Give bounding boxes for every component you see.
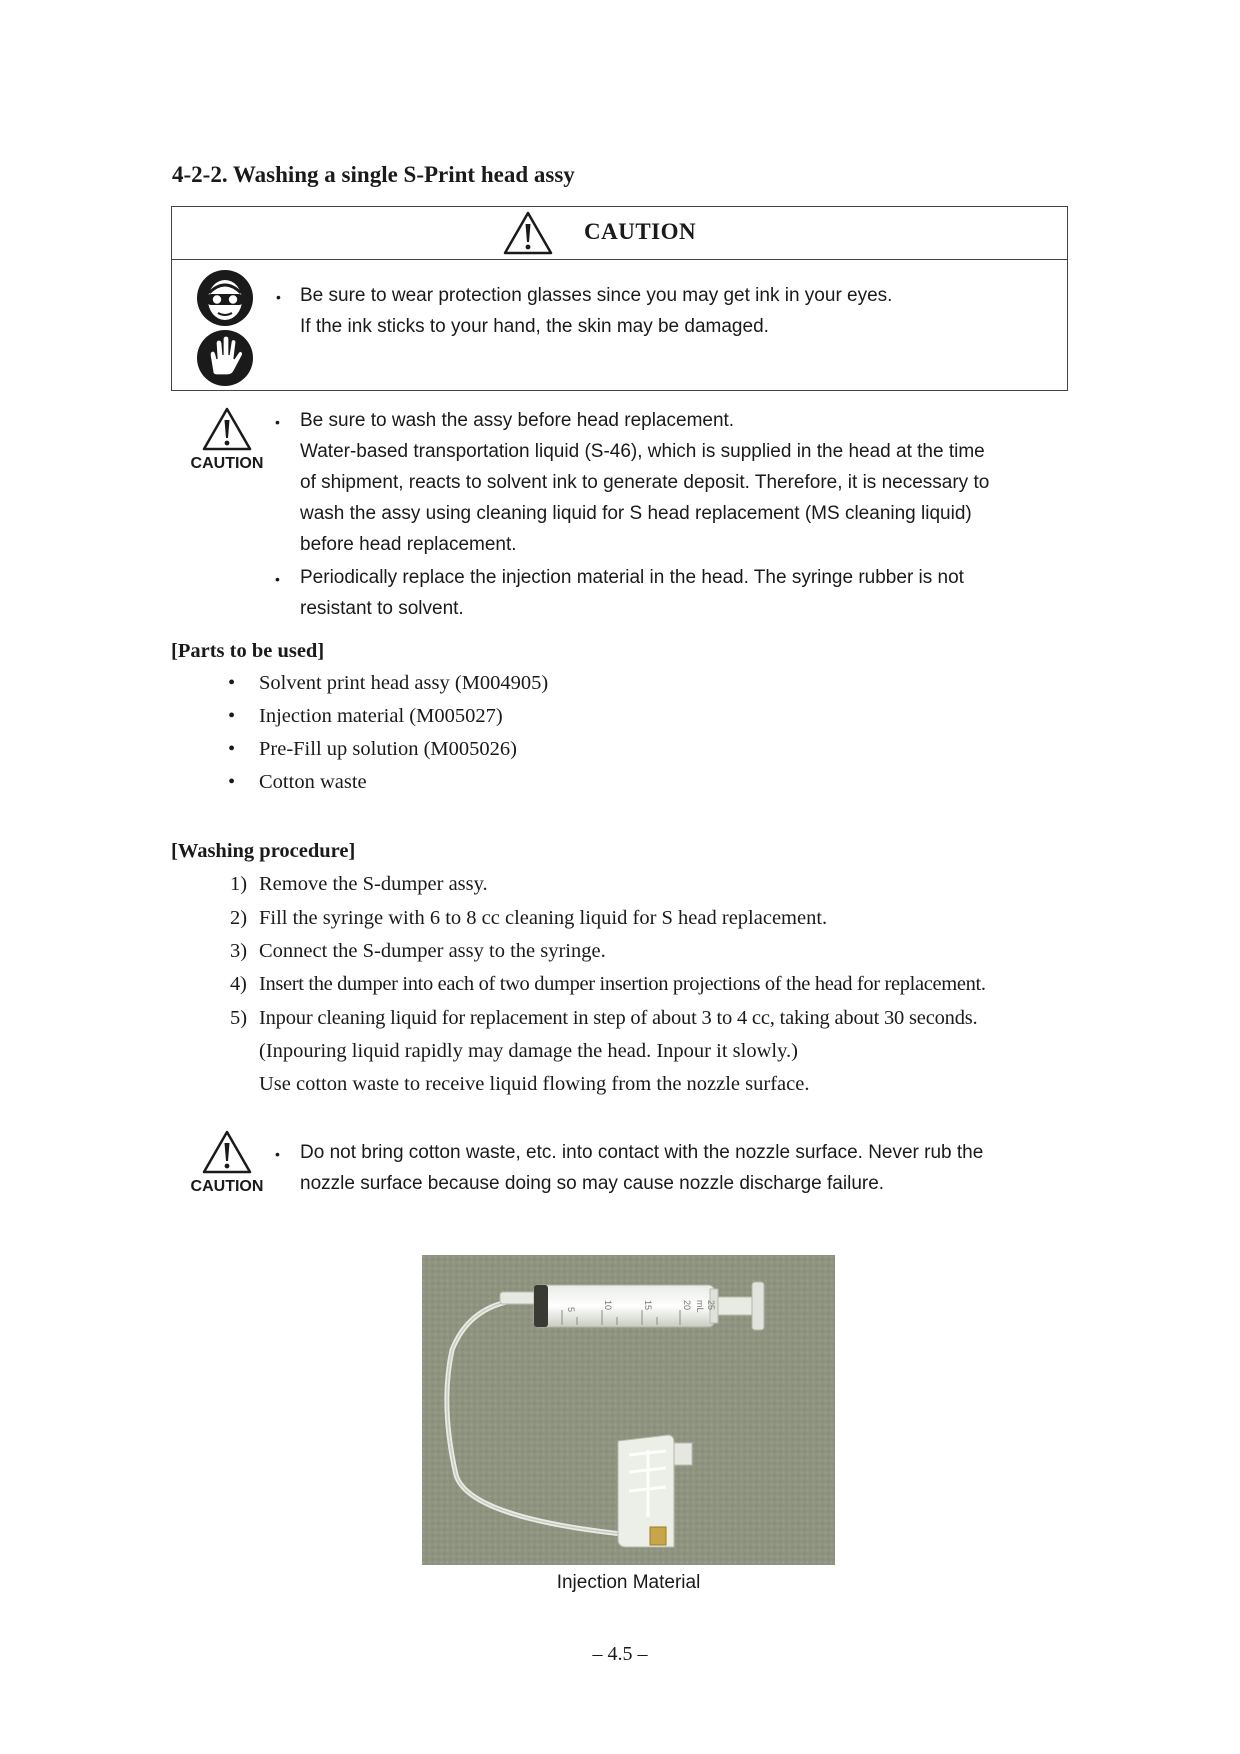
step-text: Connect the S-dumper assy to the syringe. [259,940,606,962]
list-item-bullet: • [228,705,236,727]
caution-box [171,206,1068,391]
step-number: 3) [230,940,248,962]
list-item: Injection material (M005027) [259,705,503,727]
injection-material-photo [422,1255,835,1565]
list-item-bullet: • [228,738,236,760]
caution-box-title: CAUTION [584,219,697,244]
caution-1-line-1: Be sure to wash the assy before head replacement. [300,410,735,431]
caution-box-header [172,207,1067,260]
caution-1-line-4: wash the assy using cleaning liquid for S head replacement (MS cleaning liquid) [300,503,972,524]
syringe-scale-label: 10 [603,1300,613,1311]
parts-heading: [Parts to be used] [171,640,325,662]
bullet-marker: • [275,414,280,430]
caution-1-line-6: Periodically replace the injection material in the head. The syringe rubber is not [300,567,964,588]
step-text: Inpour cleaning liquid for replacement in step of about 3 to 4 cc, taking about 30 seconds. [259,1007,978,1029]
caution-mark-2 [182,1129,272,1196]
syringe-scale-label: 25 [706,1300,716,1311]
syringe-scale-label: mL [695,1300,705,1313]
caution-box-text-line-1: Be sure to wear protection glasses since you may get ink in your eyes. [300,285,893,306]
glove-icon [196,329,254,387]
caution-2-line-1: Do not bring cotton waste, etc. into contact with the nozzle surface. Never rub the [300,1142,984,1163]
bullet-marker: • [275,1146,280,1162]
goggles-icon [196,269,254,327]
bullet-marker: • [276,289,281,305]
step-number: 1) [230,873,248,895]
list-item-bullet: • [228,672,236,694]
caution-2-line-2: nozzle surface because doing so may cause nozzle discharge failure. [300,1173,885,1194]
list-item-bullet: • [228,771,236,793]
caution-1-line-5: before head replacement. [300,534,517,555]
caution-mark-label: CAUTION [190,455,264,472]
list-item: Solvent print head assy (M004905) [259,672,549,694]
section-title: 4-2-2. Washing a single S-Print head assy [172,162,575,187]
warning-triangle-icon [502,210,554,256]
step-number: 2) [230,907,248,929]
procedure-heading: [Washing procedure] [171,840,356,862]
warning-triangle-icon [201,1129,253,1175]
step-text: Insert the dumper into each of two dumper insertion projections of the head for replacement. [259,973,986,995]
caution-1-line-3: of shipment, reacts to solvent ink to generate deposit. Therefore, it is necessary to [300,472,990,493]
step-text: Remove the S-dumper assy. [259,873,488,895]
step-note: Use cotton waste to receive liquid flowing from the nozzle surface. [259,1073,810,1095]
caution-mark-label: CAUTION [190,1178,264,1195]
syringe-scale-label: 20 [682,1300,692,1311]
step-number: 4) [230,973,247,995]
list-item: Pre-Fill up solution (M005026) [259,738,517,760]
photo-caption: Injection Material [556,1572,701,1593]
caution-1-line-7: resistant to solvent. [300,598,464,619]
bullet-marker: • [275,571,280,587]
caution-mark-1 [182,406,272,473]
caution-box-text-line-2: If the ink sticks to your hand, the skin may be damaged. [300,316,769,337]
syringe-scale-label: 5 [566,1307,576,1313]
warning-triangle-icon [201,406,253,452]
step-number: 5) [230,1007,248,1029]
caution-1-line-2: Water-based transportation liquid (S-46), which is supplied in the head at the time [300,441,985,462]
list-item: Cotton waste [259,771,367,793]
syringe-scale-label: 15 [643,1300,653,1311]
page-number: – 4.5 – [592,1643,648,1665]
step-text: Fill the syringe with 6 to 8 cc cleaning liquid for S head replacement. [259,907,828,929]
step-note: (Inpouring liquid rapidly may damage the head. Inpour it slowly.) [259,1040,798,1062]
